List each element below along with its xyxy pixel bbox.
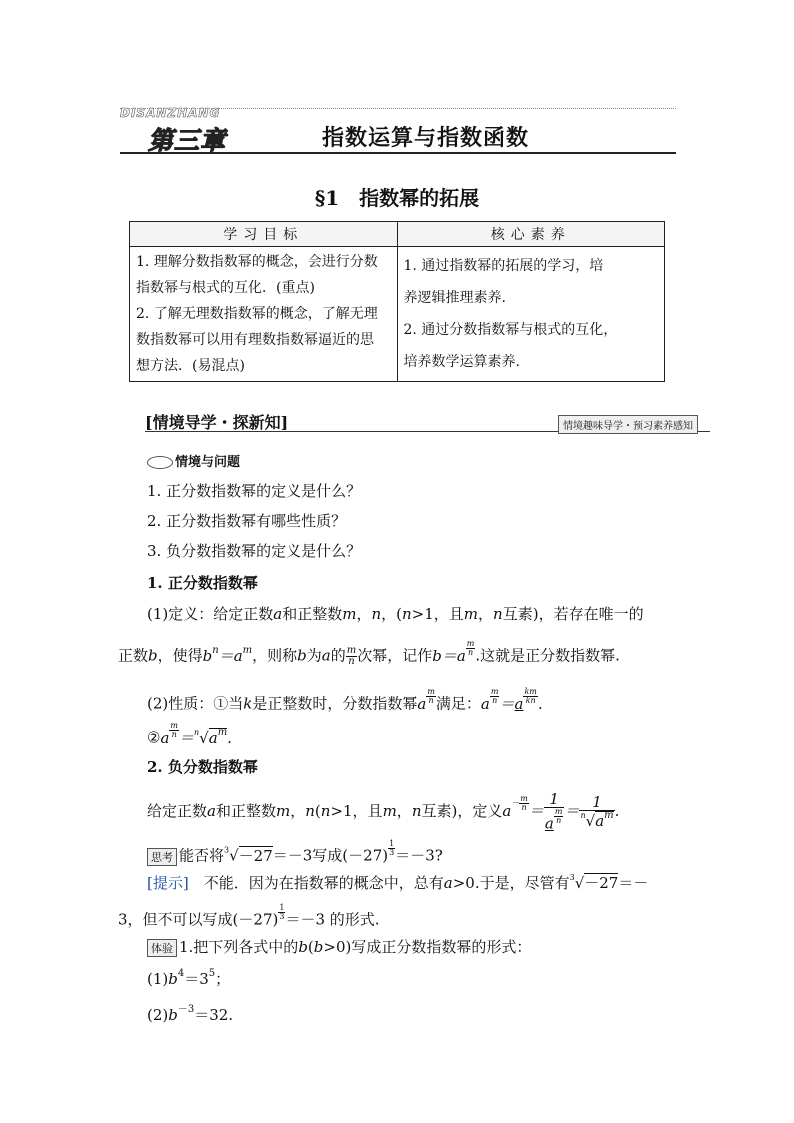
question-item: 2. 正分数指数幂有哪些性质？ [147, 512, 347, 530]
literacy-line: 养逻辑推理素养. [403, 290, 506, 306]
hint-tag: [提示] [147, 874, 189, 892]
topic-2-title: 2. 负分数指数幂 [147, 758, 258, 776]
goal-line: 指数幂与根式的互化．(重点) [136, 280, 315, 296]
exercise-1: $(1)b^4=3^5$； [147, 968, 231, 988]
goal-line: 2. 了解无理数指数幂的概念，了解无理 [136, 306, 378, 322]
exercise-2: $(2)b^{-3}=32$. [147, 1004, 234, 1024]
literacy-line: 1. 通过指数幂的拓展的学习，培 [403, 258, 604, 274]
experience-tag: 体验 [147, 939, 177, 957]
section-tag: 情境趣味导学・预习素养感知 [558, 415, 698, 434]
definition-line-2: 正数b，使得$b^n=a^m$，则称b为a的 $\frac{m}{n}$ 次幂，记作b＝a $\frac{m}{n}$ .这就是正分数指数幂. [118, 639, 620, 667]
goal-line: 想方法．(易混点) [136, 358, 245, 374]
definition-line-1: (1)定义：给定正数a和正整数m，n，(n>1，且m，n互素)，若存在唯一的 [147, 605, 644, 623]
goal-line: 数指数幂可以用有理数指数幂逼近的思 [136, 332, 374, 348]
questions-header [147, 451, 240, 470]
experience-line: 体验 1.把下列各式中的b(b>0)写成正分数指数幂的形式： [147, 936, 531, 957]
literacy-cell [397, 247, 665, 382]
hint-line-2: 3，但不可以写成(－27) $\frac{1}{3}$ ＝－3 的形式. [118, 903, 380, 929]
header-rule [120, 152, 676, 154]
chapter-title: 指数运算与指数函数 [322, 125, 530, 151]
questions-header-label: 情境与问题 [175, 455, 241, 470]
property-line-2: ②a $\frac{m}{n}$ $=^n√a^m$. [147, 721, 232, 747]
literacy-line: 培养数学运算素养. [403, 354, 520, 370]
topic-1-title: 1. 正分数指数幂 [147, 574, 258, 592]
glasses-icon [147, 456, 173, 469]
goal-line: 1. 理解分数指数幂的概念，会进行分数 [136, 254, 378, 270]
goals-cell [130, 247, 398, 382]
property-line-1: (2)性质：①当k是正整数时，分数指数幂a $\frac{m}{n}$ 满足：a $\frac{m}{n}$ ＝a $\frac{km}{kn}$ . [147, 687, 543, 713]
section-title: §1 指数幂的拓展 [314, 186, 480, 210]
chapter-pinyin: DISANZHANG [120, 106, 221, 120]
think-tag: 思考 [147, 848, 177, 866]
question-item: 3. 负分数指数幂的定义是什么？ [147, 542, 362, 560]
question-item: 1. 正分数指数幂的定义是什么？ [147, 482, 362, 500]
table-header-literacy: 核心素养 [397, 222, 665, 247]
section-header: [情境导学・探新知] [145, 413, 289, 432]
hint-line-1: [提示] 不能．因为在指数幂的概念中，总有a>0.于是，尽管有$^3$√－27＝－ [147, 873, 649, 892]
objectives-table [129, 221, 665, 382]
chapter-badge: 第三章 [148, 126, 227, 155]
negative-definition: 给定正数a和正整数m，n(n>1，且m，n互素)，定义a－ $\frac{m}{n}$ ＝ 1 a $\frac{m}{n}$ ＝ $\frac{1}{^n√a^m}$ . [147, 790, 620, 833]
literacy-line: 2. 通过分数指数幂与根式的互化， [403, 322, 618, 338]
table-header-goals: 学习目标 [130, 222, 398, 247]
think-line: 思考 能否将$^3$√－27＝－3写成(－27) $\frac{1}{3}$ ＝－3? [147, 840, 443, 866]
